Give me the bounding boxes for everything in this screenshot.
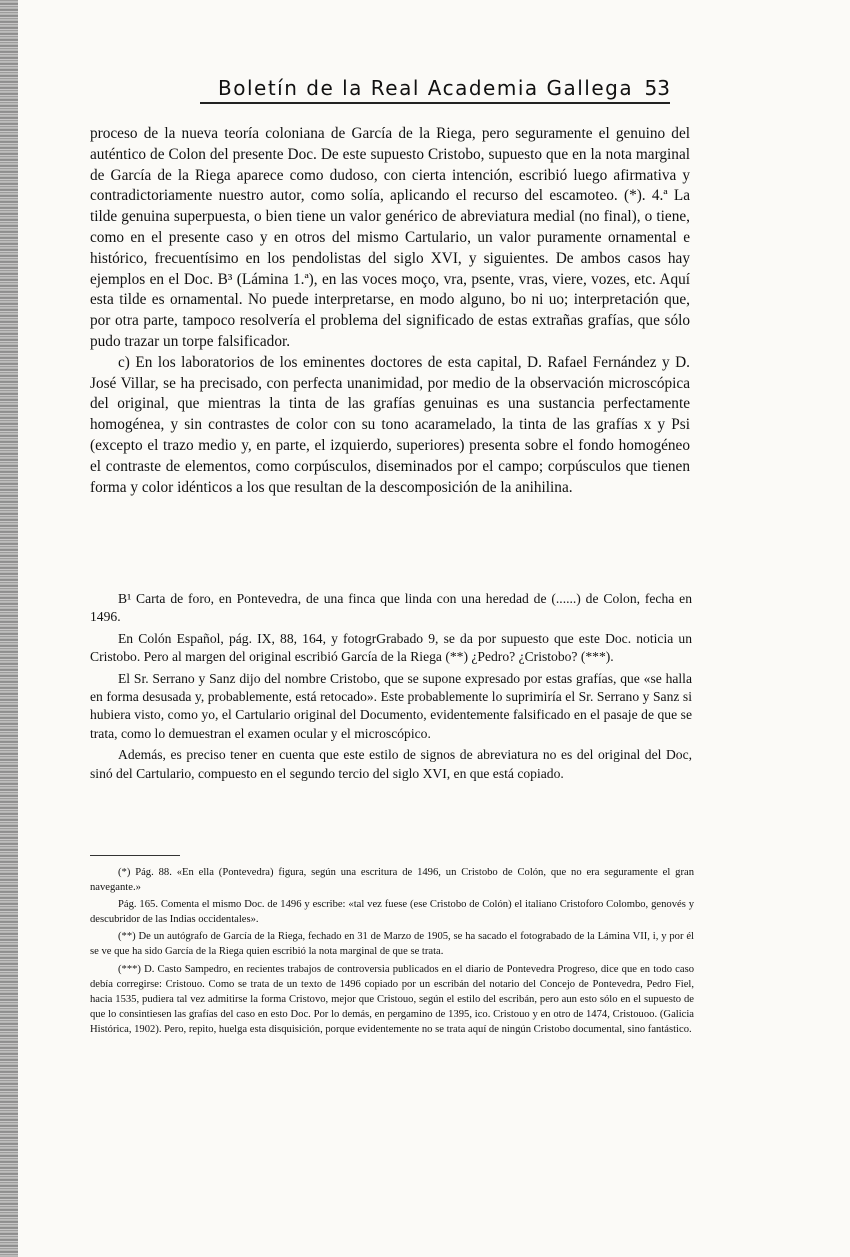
journal-title: Boletín de la Real Academia Gallega xyxy=(218,76,634,100)
footnote: Pág. 165. Comenta el mismo Doc. de 1496 y escribe: «tal vez fuese (ese Cristobo de Colón) el italiano Cristoforo Colombo, genovés y descubridor de las Indias occidentales». xyxy=(90,899,694,926)
note-paragraph: En Colón Español, pág. IX, 88, 164, y fotogrGrabado 9, se da por supuesto que este Doc. noticia un Cristobo. Pero al margen del original escribió García de la Riega (**) ¿Pedro? ¿Cristobo? (***). xyxy=(90,630,692,665)
header-rule xyxy=(200,102,670,104)
footnote: (**) De un autógrafo de García de la Riega, fechado en 31 de Marzo de 1905, se ha sacado el fotograbado de la Lámina VII, i, y por él se ve que ha sido García de la Riega quien escribió la nota marginal de que se trata. xyxy=(90,931,694,958)
footnotes-block xyxy=(90,865,694,1039)
running-header xyxy=(200,74,670,104)
main-paragraph: proceso de la nueva teoría coloniana de García de la Riega, pero seguramente el genuino del auténtico de Colon del presente Doc. De este supuesto Cristobo, supuesto que en la nota marginal de García de la Riega aparece como dudoso, con cierta intención, escribió luego afirmativa y contradictoriamente nuestro autor, como solía, aplicando el recurso del escamoteo. (*). 4.ª La tilde genuina superpuesta, o bien tiene un valor genérico de abreviatura medial (no final), o tiene, como en el presente caso y en otros del mismo Cartulario, un valor puramente ornamental e histórico, frecuentísimo en los pendolistas del siglo XVI, y siguientes. De ambos casos hay ejemplos en el Doc. B³ (Lámina 1.ª), en las voces moço, vra, psente, vras, viere, vozes, etc. Aquí esta tilde es ornamental. No puede interpretarse, en modo alguno, bo ni uo; interpretación que, por otra parte, tampoco resolvería el problema del significado de estas extrañas grafías, que sólo pudo trazar un torpe falsificador. xyxy=(90,125,690,350)
note-paragraph: Además, es preciso tener en cuenta que este estilo de signos de abreviatura no es del original del Doc, sinó del Cartulario, compuesto en el segundo tercio del siglo XVI, en que está copiado. xyxy=(90,747,692,781)
main-paragraph: c) En los laboratorios de los eminentes doctores de esta capital, D. Rafael Fernández y D. José Villar, se ha precisado, con perfecta unanimidad, por medio de la observación microscópica del original, que mientras la tinta de las grafías genuinas es una sustancia perfectamente homogénea, y sin contrastes de color con su tono acaramelado, la tinta de las grafías x y Psi (excepto el trazo medio y, en parte, el izquierdo, superiores) presenta sobre el fondo homogéneo el contraste de elementos, como corpúsculos, diseminados por el campo; corpúsculos que tienen forma y color idénticos a los que resultan de la descomposición de la anihilina. xyxy=(90,353,690,496)
main-text xyxy=(90,124,690,498)
footnote: (*) Pág. 88. «En ella (Pontevedra) figura, según una escritura de 1496, un Cristobo de Colón, que no era seguramente el gran navegante.» xyxy=(90,867,694,894)
footnote: (***) D. Casto Sampedro, en recientes trabajos de controversia publicados en el diario de Pontevedra Progreso, dice que en todo caso debía corregirse: Cristouo. Como se trata de un texto de 1496 copiado por un escribán del notario del Concejo de Pontevedra, Pedro Fiel, hacia 1535, pudiera tal vez admitirse la forma Cristovo, mejor que Cristouo, según el estilo del escribán, pero aun esto sólo en el supuesto de que lo consintiesen las grafías del caso en esto Doc. Por lo demás, en pergamino de 1395, ico. Cristouo y en otro de 1474, Cristouoo. (Galicia Histórica, 1902). Pero, repito, huelga esta disquisición, porque evidentemente no se trata aquí de ningún Cristobo documental, sino fantástico. xyxy=(90,963,694,1035)
footnote-separator xyxy=(90,855,180,856)
page-number: 53 xyxy=(644,76,670,100)
notes-block xyxy=(90,590,692,786)
note-paragraph: B¹ Carta de foro, en Pontevedra, de una finca que linda con una heredad de (......) de Colon, fecha en 1496. xyxy=(90,591,692,625)
scanned-page-edge xyxy=(0,0,18,1257)
note-paragraph: El Sr. Serrano y Sanz dijo del nombre Cristobo, que se supone expresado por estas grafías, que «se halla en forma desusada y, probablemente, está retocado». Este probablemente lo suprimiría el Sr. Serrano y Sanz si hubiera visto, como yo, el Cartulario original del Documento, evidentemente falsificado en el pasaje de que se trata, como lo demuestran el examen ocular y el microscópico. xyxy=(90,670,692,741)
